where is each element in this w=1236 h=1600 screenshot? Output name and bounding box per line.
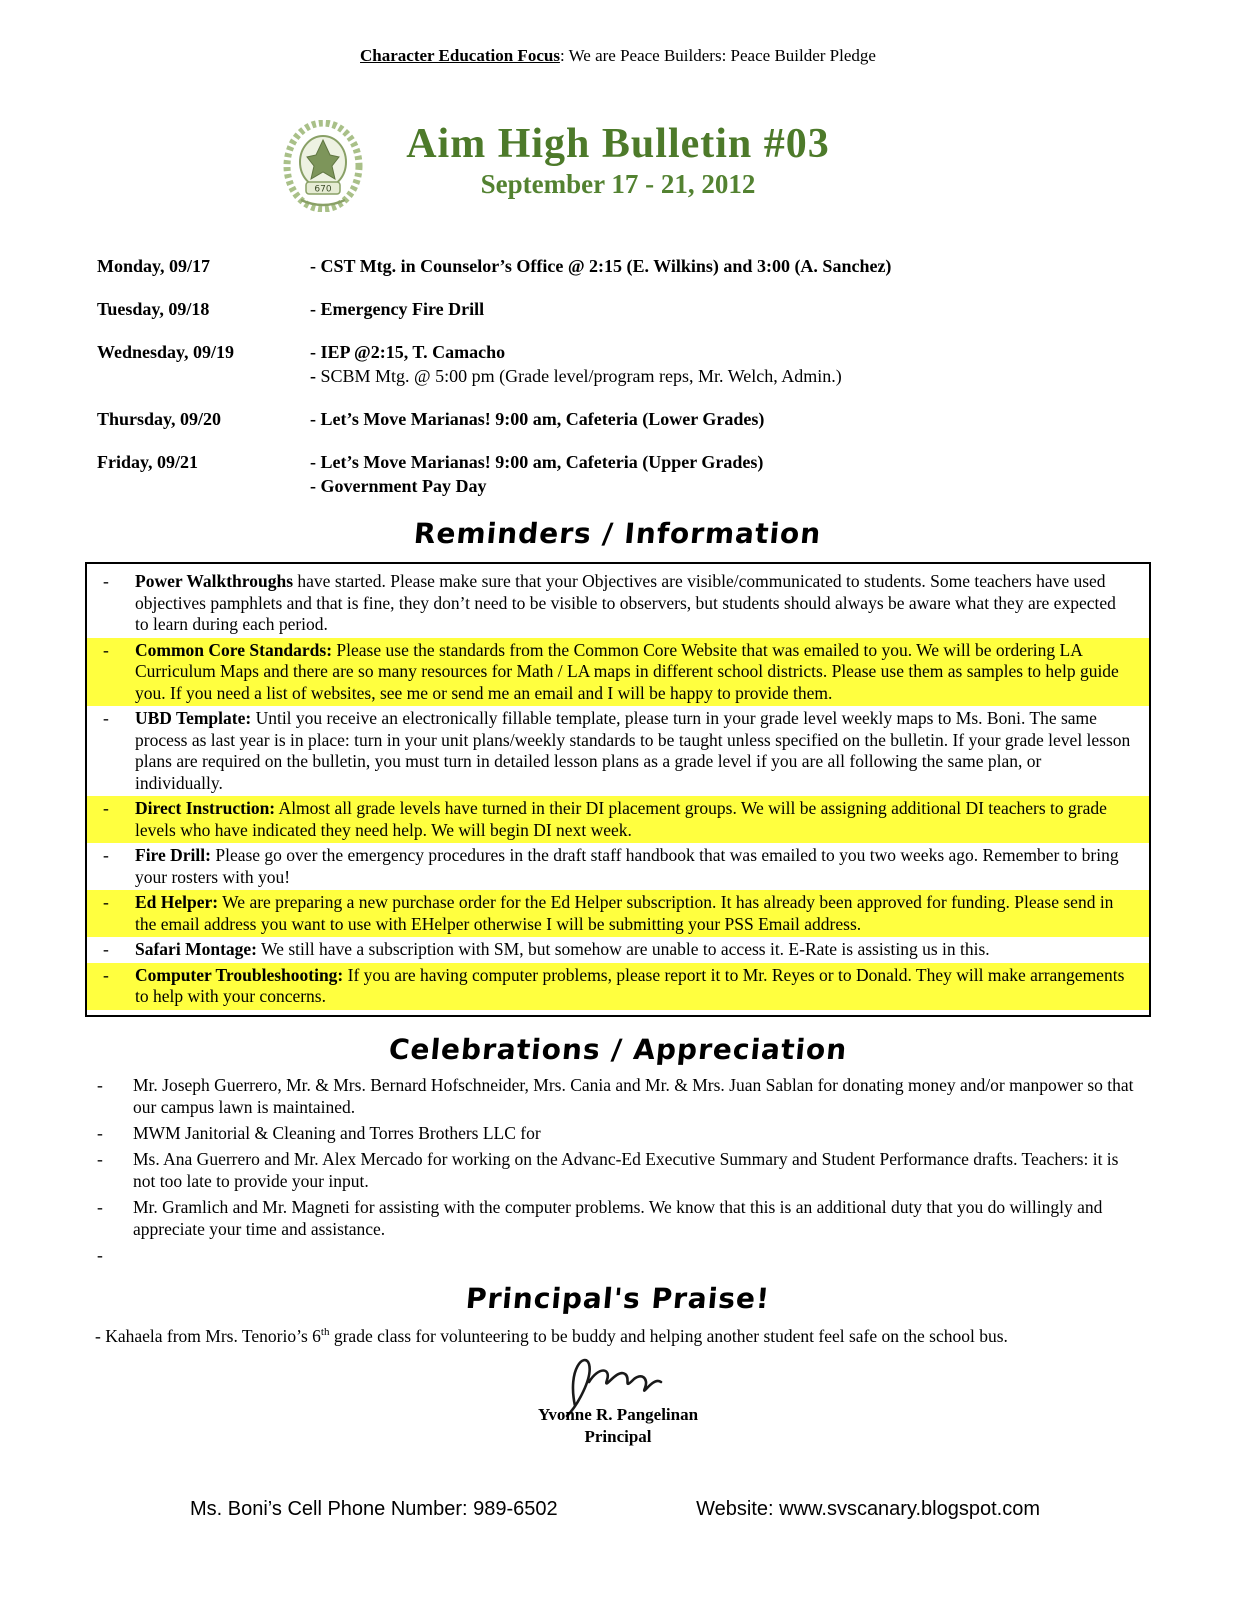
celebration-item: - Mr. Joseph Guerrero, Mr. & Mrs. Bernard Hofschneider, Mrs. Cania and Mr. & Mrs. Juan Sablan for donating money and/or manpower so that our campus lawn is maintained.	[97, 1074, 1134, 1117]
schedule-event: - IEP @2:15, T. Camacho	[310, 342, 506, 362]
principal-title: Principal	[584, 1427, 652, 1447]
reminders-box	[85, 562, 1151, 1017]
schedule-day: Wednesday, 09/19	[97, 342, 235, 362]
celebration-item: - MWM Janitorial & Cleaning and Torres Brothers LLC for	[97, 1122, 541, 1143]
footer	[0, 1498, 1236, 1521]
schedule-day: Friday, 09/21	[97, 452, 199, 472]
celebration-item: - Ms. Ana Guerrero and Mr. Alex Mercado for working on the Advanc-Ed Executive Summary and Student Performance drafts. Teachers: it is not too late to provide your input.	[97, 1148, 1119, 1191]
celebrations-section-heading: Celebrations / Appreciation	[387, 1032, 849, 1066]
reminder-item-power-walkthroughs: - Power Walkthroughs have started. Please make sure that your Objectives are visible/communicated to students. Some teachers have used objectives pamphlets and that is fine, they don’t need to be visible to observers, but students should always be aware what they are expected to learn during each period.	[103, 571, 1116, 634]
schedule-event: - Emergency Fire Drill	[310, 299, 485, 319]
celebration-item: -	[97, 1244, 103, 1265]
weekly-schedule	[0, 254, 1236, 498]
praise-line: - Kahaela from Mrs. Tenorio’s 6th grade class for volunteering to be buddy and helping another student feel safe on the school bus.	[95, 1325, 1008, 1346]
celebrations-list	[97, 1074, 1140, 1266]
reminder-item-ubd-template: - UBD Template: Until you receive an electronically fillable template, please turn in your grade level weekly maps to Ms. Boni. The same process as last year is in place: turn in your unit plans/weekly standards to be taught unless specified on the bulletin. If your grade level lesson plans are required on the bulletin, you must turn in detailed lesson plans as a grade level if you are all following the same plan, or individually.	[103, 708, 1131, 793]
schedule-event: - Let’s Move Marianas! 9:00 am, Cafeteria (Lower Grades)	[310, 409, 765, 429]
reminder-item-common-core: - Common Core Standards: Please use the standards from the Common Core Website that was emailed to you. We will be ordering LA Curriculum Maps and there are so many resources for Math / LA maps in different school districts. Please use them as samples to help guide you. If you need a list of websites, see me or send me an email and I will be happy to provide them.	[87, 638, 1149, 707]
school-crest-logo	[283, 120, 363, 212]
reminder-item-safari-montage: - Safari Montage: We still have a subscription with SM, but somehow are unable to access it. E-Rate is assisting us in this.	[103, 939, 990, 959]
schedule-row-thursday	[97, 407, 1176, 431]
focus-label: Character Education Focus	[360, 46, 560, 65]
schedule-day: Thursday, 09/20	[97, 409, 222, 429]
signature-block	[0, 1348, 1236, 1448]
character-education-focus-line	[0, 0, 1236, 66]
crest-number: 670	[314, 184, 332, 195]
schedule-event: - Government Pay Day	[310, 476, 487, 496]
schedule-event: - SCBM Mtg. @ 5:00 pm (Grade level/program reps, Mr. Welch, Admin.)	[310, 366, 842, 386]
schedule-row-friday	[97, 450, 1176, 498]
focus-text: : We are Peace Builders: Peace Builder Pledge	[559, 46, 876, 65]
celebration-item: - Mr. Gramlich and Mr. Magneti for assisting with the computer problems. We know that this is an additional duty that you do willingly and appreciate your time and assistance.	[97, 1196, 1103, 1239]
schedule-day: Tuesday, 09/18	[97, 299, 210, 319]
footer-phone: Ms. Boni’s Cell Phone Number: 989-6502	[190, 1498, 558, 1520]
principal-name: Yvonne R. Pangelinan	[537, 1405, 699, 1425]
praise-section-heading: Principal's Praise!	[464, 1281, 772, 1315]
masthead	[0, 120, 1236, 232]
footer-website: Website: www.svscanary.blogspot.com	[696, 1498, 1040, 1520]
schedule-row-wednesday	[97, 340, 1176, 388]
reminder-item-ed-helper: - Ed Helper: We are preparing a new purchase order for the Ed Helper subscription. It has already been approved for funding. Please send in the email address you want to use with EHelper otherwise I will be submitting your PSS Email address.	[87, 890, 1149, 937]
schedule-event: - Let’s Move Marianas! 9:00 am, Cafeteria (Upper Grades)	[310, 452, 764, 472]
reminder-item-fire-drill: - Fire Drill: Please go over the emergency procedures in the draft staff handbook that was emailed to you two weeks ago. Remember to bring your rosters with you!	[103, 845, 1119, 887]
schedule-row-tuesday	[97, 297, 1176, 321]
schedule-row-monday	[97, 254, 1176, 278]
date-range: September 17 - 21, 2012	[480, 169, 756, 199]
reminders-section-heading: Reminders / Information	[412, 517, 824, 550]
schedule-day: Monday, 09/17	[97, 256, 211, 276]
schedule-event: - CST Mtg. in Counselor’s Office @ 2:15 (E. Wilkins) and 3:00 (A. Sanchez)	[310, 256, 892, 276]
reminder-item-direct-instruction: - Direct Instruction: Almost all grade levels have turned in their DI placement groups. We will be assigning additional DI teachers to grade levels who have indicated they need help. We will begin DI next week.	[87, 796, 1149, 843]
reminder-item-computer-troubleshooting: - Computer Troubleshooting: If you are having computer problems, please report it to Mr. Reyes or to Donald. They will make arrangements to help with your concerns.	[87, 963, 1149, 1010]
page-title: Aim High Bulletin #03	[406, 121, 830, 167]
